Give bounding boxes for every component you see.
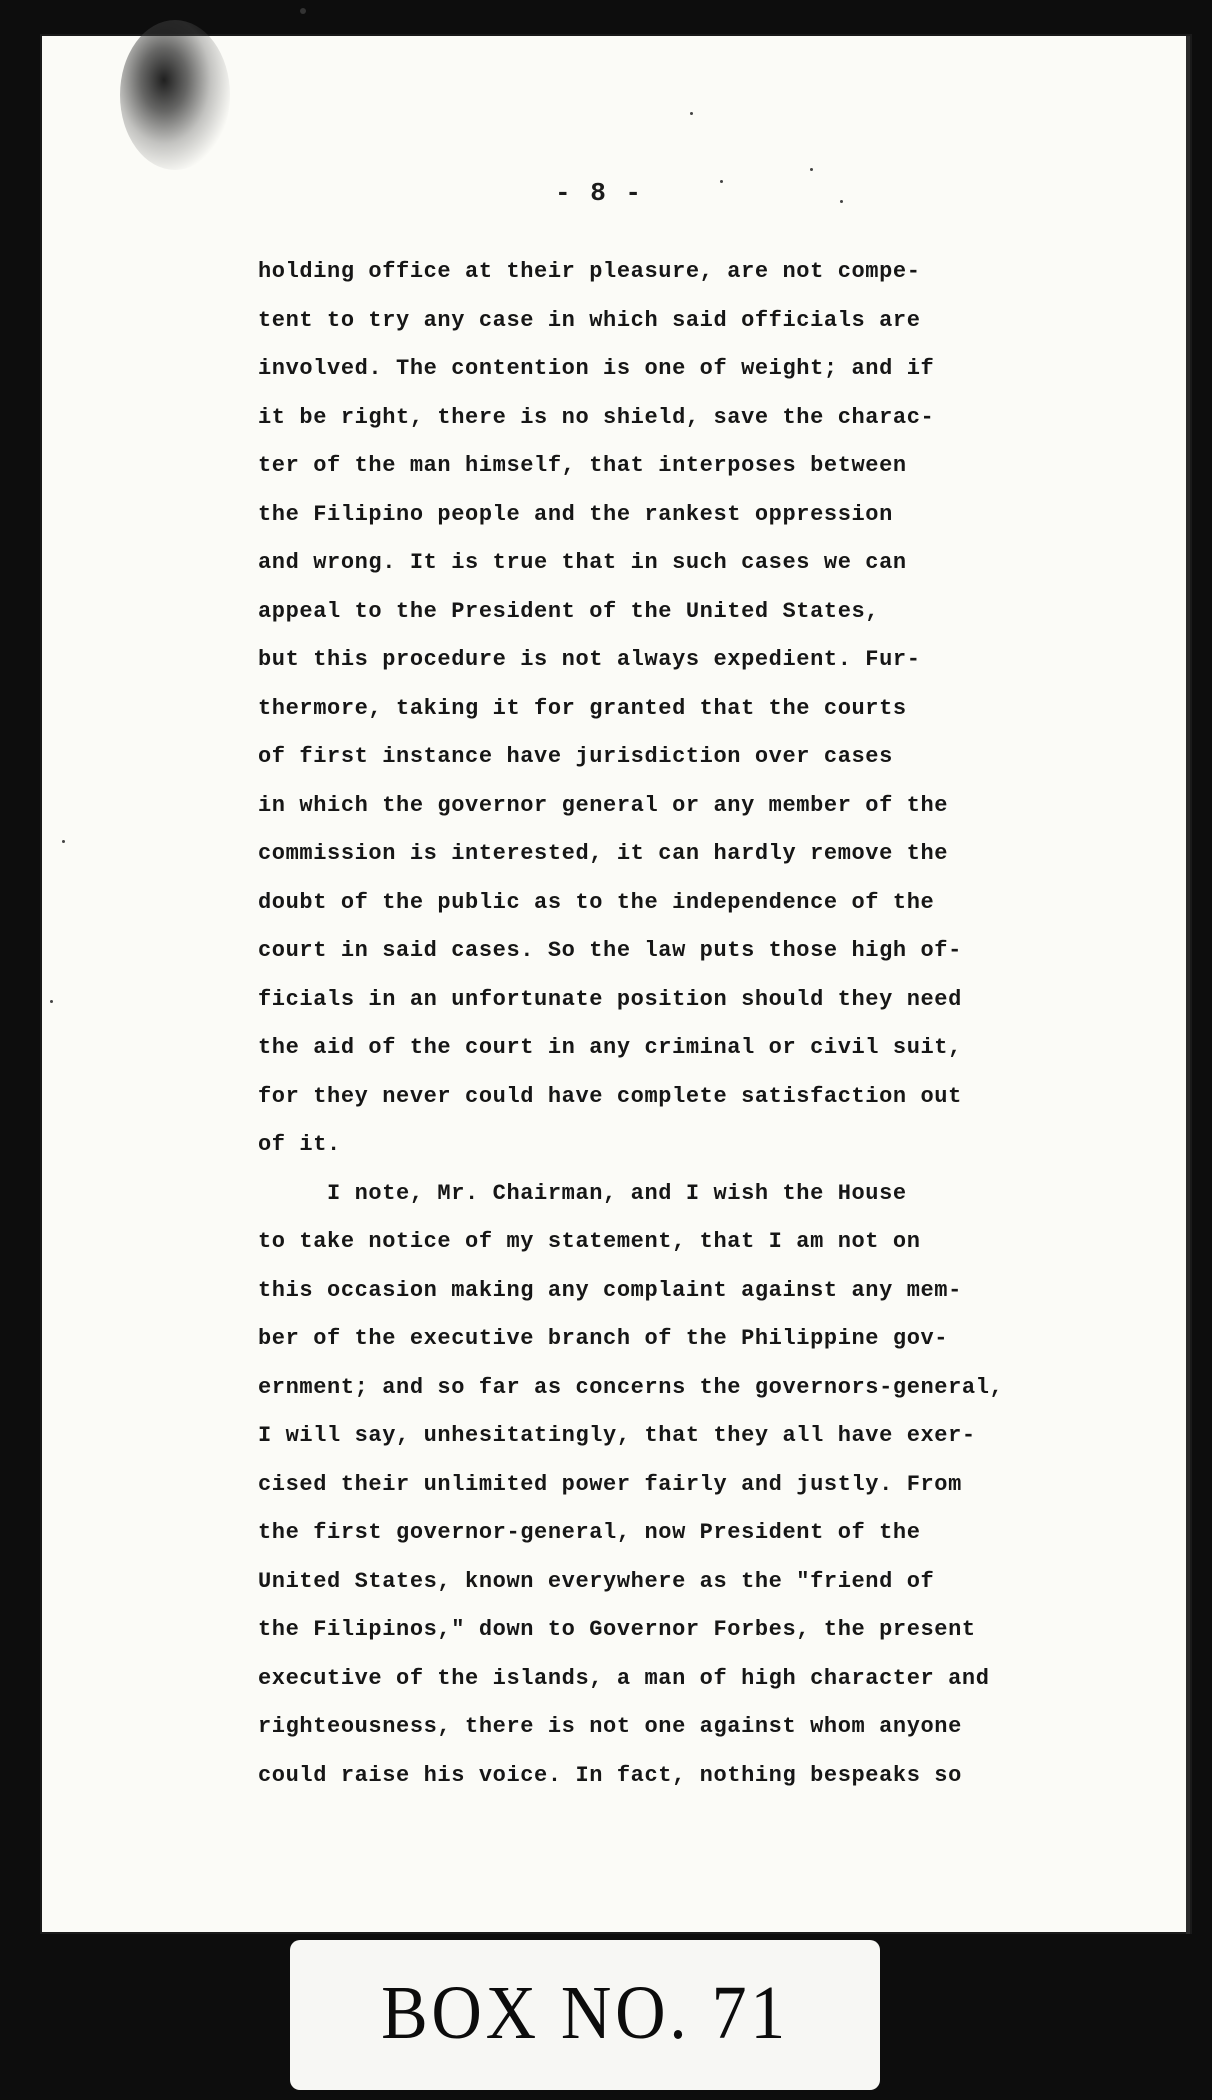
text-line: in which the governor general or any member of the — [258, 792, 949, 818]
text-line: tent to try any case in which said officials are — [258, 307, 921, 333]
page-number: - 8 - — [555, 178, 644, 208]
box-number-label: BOX NO. 71 — [381, 1971, 789, 2055]
text-line: appeal to the President of the United States, — [258, 598, 880, 624]
text-line: cised their unlimited power fairly and justly. From — [258, 1471, 962, 1497]
text-line: this occasion making any complaint against any mem- — [258, 1277, 962, 1303]
ink-speck — [62, 840, 65, 843]
text-line: I will say, unhesitatingly, that they all have exer- — [258, 1423, 976, 1448]
body-text — [258, 248, 1058, 1800]
text-line: ernment; and so far as concerns the governors-general, — [258, 1374, 1004, 1400]
text-line: thermore, taking it for granted that the courts — [258, 695, 907, 721]
text-line: righteousness, there is not one against whom anyone — [258, 1714, 962, 1739]
text-line: executive of the islands, a man of high character and — [258, 1665, 990, 1691]
text-line: the aid of the court in any criminal or civil suit, — [258, 1035, 962, 1060]
text-line: involved. The contention is one of weight; and if — [258, 356, 935, 381]
text-line: could raise his voice. In fact, nothing bespeaks so — [258, 1762, 962, 1788]
archive-box-label — [290, 1940, 880, 2090]
text-line: court in said cases. So the law puts those high of- — [258, 938, 962, 963]
text-line: of it. — [258, 1132, 341, 1157]
text-line: commission is interested, it can hardly remove the — [258, 841, 949, 866]
text-line: ter of the man himself, that interposes between — [258, 453, 907, 478]
text-line: to take notice of my statement, that I am not on — [258, 1229, 921, 1254]
page-edge-shadow — [1186, 36, 1190, 1934]
text-line: United States, known everywhere as the "friend of — [258, 1568, 935, 1594]
text-line: doubt of the public as to the independence of the — [258, 889, 935, 915]
ink-speck — [840, 200, 843, 203]
text-line: I note, Mr. Chairman, and I wish the House — [258, 1180, 907, 1206]
ink-speck — [50, 1000, 53, 1003]
ink-speck — [690, 112, 693, 115]
text-line: ber of the executive branch of the Philippine gov- — [258, 1326, 949, 1351]
ink-smudge — [120, 20, 230, 170]
paragraph-1 — [258, 248, 1058, 1170]
text-line: the first governor-general, now President of the — [258, 1520, 921, 1545]
ink-speck — [300, 8, 306, 14]
text-line: holding office at their pleasure, are not compe- — [258, 259, 921, 284]
text-line: of first instance have jurisdiction over cases — [258, 744, 893, 769]
text-line: but this procedure is not always expedient. Fur- — [258, 647, 921, 672]
text-line: the Filipino people and the rankest oppression — [258, 501, 893, 527]
ink-speck — [720, 180, 723, 183]
text-line: the Filipinos," down to Governor Forbes, the present — [258, 1617, 976, 1642]
ink-speck — [810, 168, 813, 171]
text-line: it be right, there is no shield, save the charac- — [258, 404, 935, 430]
text-line: for they never could have complete satisfaction out — [258, 1083, 962, 1109]
text-line: and wrong. It is true that in such cases we can — [258, 550, 907, 575]
paragraph-2 — [258, 1170, 1058, 1801]
text-line: ficials in an unfortunate position should they need — [258, 986, 962, 1012]
